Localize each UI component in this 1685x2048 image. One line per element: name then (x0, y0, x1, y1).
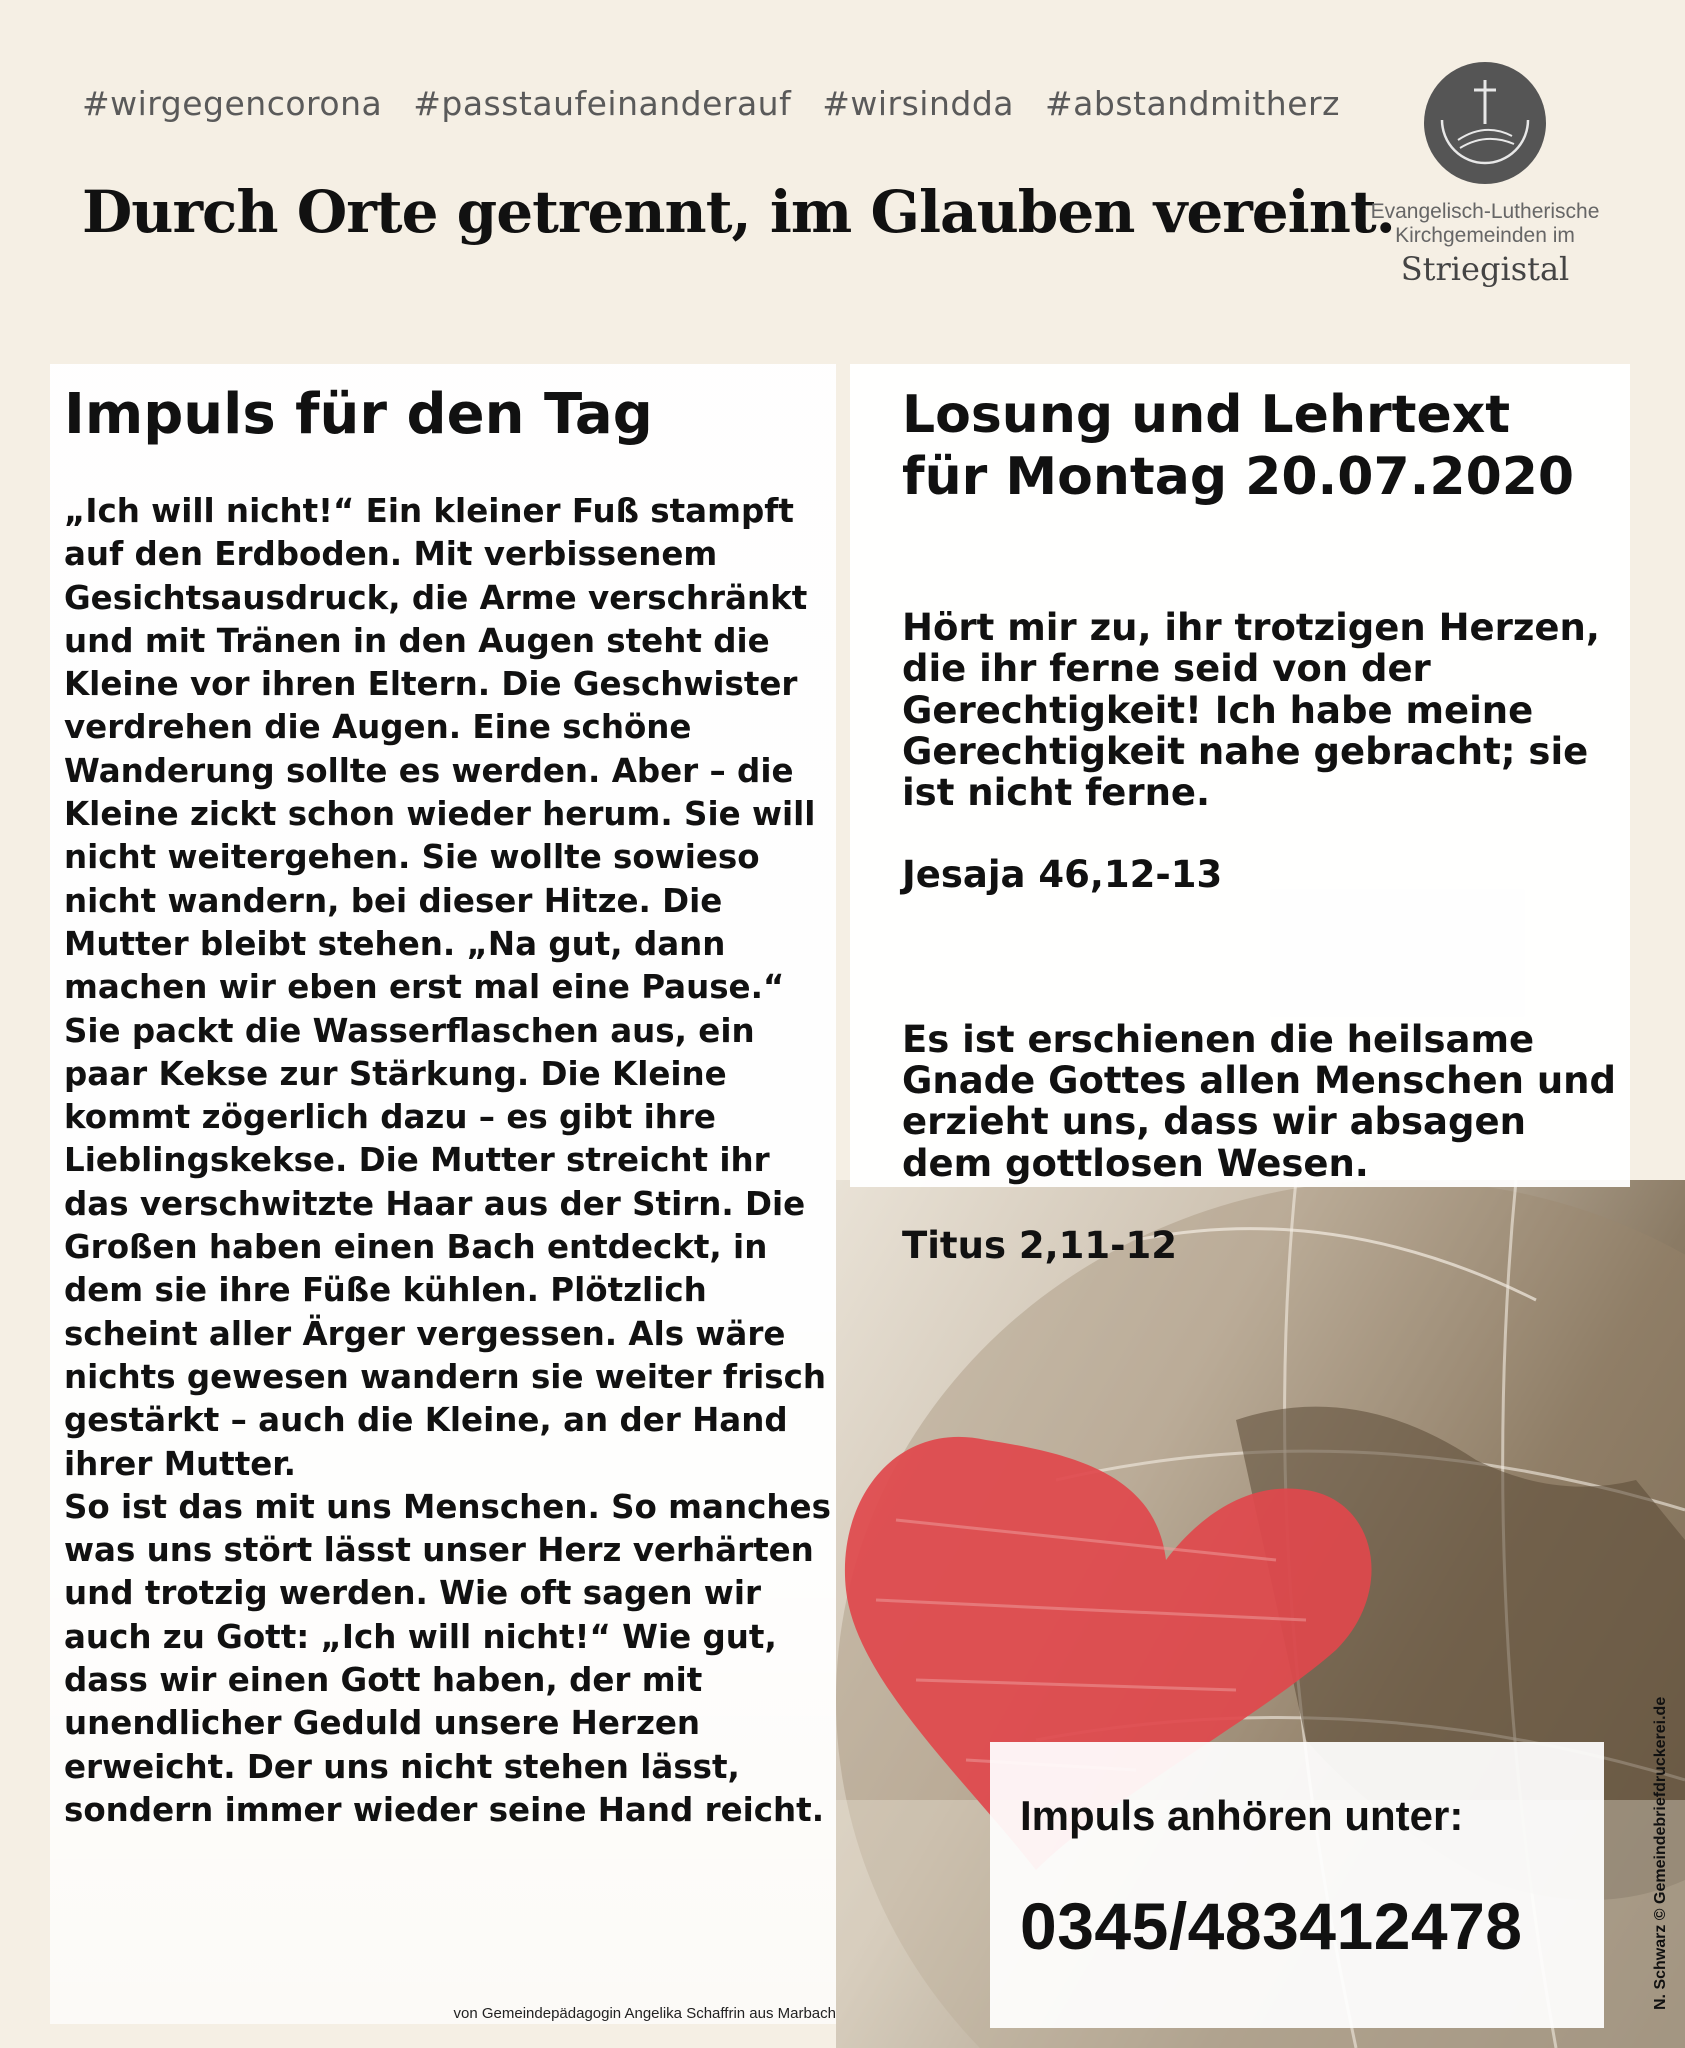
logo-name: Striegistal (1400, 250, 1570, 288)
impulse-panel (50, 364, 836, 2024)
logo-line: Evangelisch-Lutherische (1370, 200, 1600, 223)
lehrtext-reference: Titus 2,11-12 (902, 1224, 1177, 1268)
lehrtext-verse: Es ist erschienen die heilsame Gnade Gottes allen Menschen und erzieht uns, dass wir absagen dem gottlosen Wesen. (902, 1018, 1616, 1185)
hashtag: #wirsindda (822, 84, 1014, 123)
losung-date-line: für Montag 20.07.2020 (902, 447, 1575, 507)
losung-text (902, 566, 1622, 1307)
losung-title (902, 384, 1574, 508)
losung-reference: Jesaja 46,12-13 (902, 853, 1223, 897)
phone-number: 0345/483412478 (1020, 1889, 1523, 1963)
author-credit: von Gemeindepädagogin Angelika Schaffrin aus Marbach (453, 2005, 836, 2022)
listen-label: Impuls anhören unter: (1020, 1792, 1464, 1839)
hashtag: #passtaufeinanderauf (413, 84, 792, 123)
slogan-heading: Durch Orte getrennt, im Glauben vereint. (82, 178, 1395, 246)
impulse-paragraph: „Ich will nicht!“ Ein kleiner Fuß stampft auf den Erdboden. Mit verbissenem Gesichtsausdruck, die Arme verschränkt und mit Tränen in den Augen steht die Kleine vor ihren Eltern. Die Geschwister verdrehen die Augen. Eine schöne Wanderung sollte es werden. Aber – die Kleine zickt schon wieder herum. Sie will nicht weitergehen. Sie wollte sowieso nicht wandern, bei dieser Hitze. Die Mutter bleibt stehen. „Na gut, dann machen wir eben erst mal eine Pause.“ Sie packt die Wasserflaschen aus, ein paar Kekse zur Stärkung. Die Kleine kommt zögerlich dazu – es gibt ihre Lieblingskekse. Die Mutter streicht ihr das verschwitzte Haar aus der Stirn. Die Großen haben einen Bach entdeckt, in dem sie ihre Füße kühlen. Plötzlich scheint aller Ärger vergessen. Als wäre nichts gewesen wandern sie weiter frisch gestärkt – auch die Kleine, an der Hand ihrer Mutter. (64, 492, 826, 1483)
impulse-paragraph: So ist das mit uns Menschen. So manches was uns stört lässt unser Herz verhärten und trotzig werden. Wie oft sagen wir auch zu Gott: „Ich will nicht!“ Wie gut, dass wir einen Gott haben, der mit unendlicher Geduld unsere Herzen erweicht. Der uns nicht stehen lässt, sondern immer wieder seine Hand reicht. (64, 1487, 831, 1829)
impulse-title: Impuls für den Tag (64, 382, 653, 447)
losung-title-line: Losung und Lehrtext (902, 385, 1511, 445)
impulse-text (64, 490, 839, 1832)
losung-panel (850, 364, 1630, 1268)
church-cross-icon (1424, 62, 1546, 184)
losung-verse: Hört mir zu, ihr trotzigen Herzen, die ihr ferne seid von der Gerechtigkeit! Ich habe meine Gerechtigkeit nahe gebracht; sie ist nicht ferne. (902, 606, 1600, 815)
hashtag: #wirgegencorona (82, 84, 383, 123)
listen-box (990, 1742, 1604, 2028)
hashtag: #abstandmitherz (1045, 84, 1340, 123)
church-logo (1345, 62, 1625, 288)
logo-line: Kirchgemeinden im (1395, 224, 1575, 247)
hashtag-line (82, 84, 1360, 123)
image-credit: N. Schwarz © Gemeindebriefdruckerei.de (1652, 1696, 1669, 2010)
